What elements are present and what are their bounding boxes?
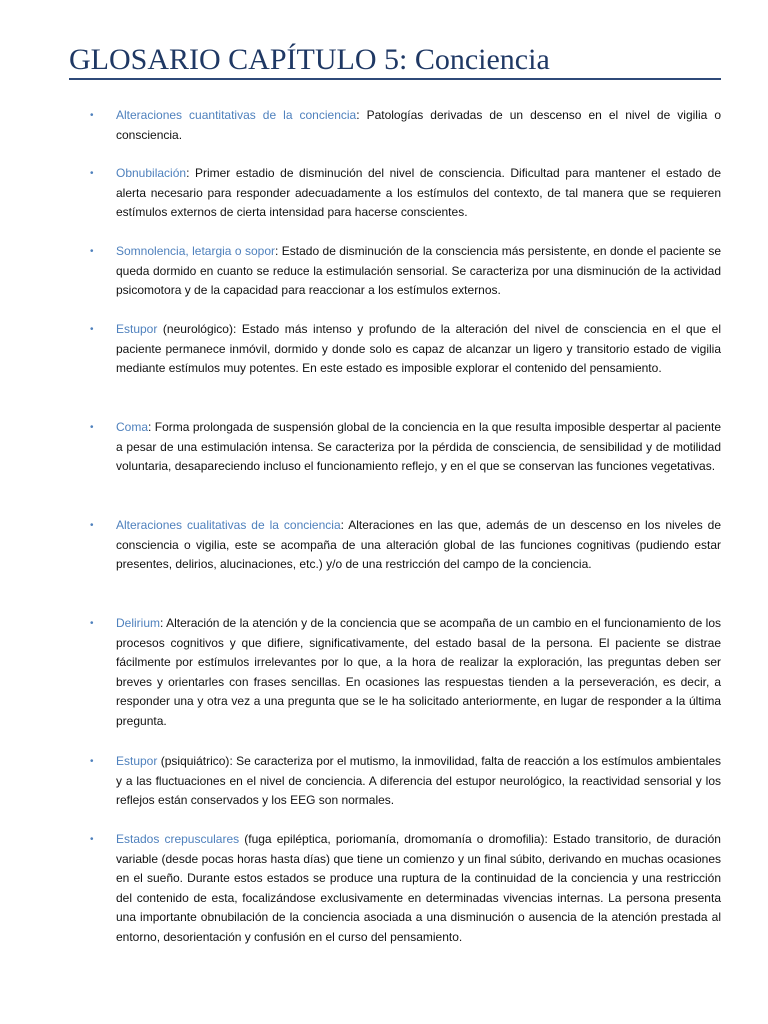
glossary-term: Alteraciones cualitativas de la conciencia [116, 518, 341, 532]
glossary-entry-estupor-psiquiatrico [90, 752, 721, 811]
glossary-entry-alteraciones-cuantitativas [90, 106, 721, 145]
glossary-entry-estupor-neurologico [90, 320, 721, 379]
page-title: GLOSARIO CAPÍTULO 5: Conciencia [69, 43, 550, 76]
glossary-term: Somnolencia, letargia o sopor [116, 244, 276, 258]
bullet-icon: • [90, 618, 94, 629]
glossary-term: Estupor [116, 754, 158, 768]
glossary-qualifier: (fuga epiléptica, poriomanía, dromomanía o dromofilia) [239, 832, 545, 846]
glossary-definition: : Primer estadio de disminución del nivel de consciencia. Dificultad para mantener el estado de alerta necesario para responder adecuadamente a los estímulos del contexto, de tal manera que se requieren estímulos externos de cierta intensidad para hacerse conscientes. [116, 166, 721, 219]
glossary-entry-obnubilacion [90, 164, 721, 223]
bullet-icon: • [90, 520, 94, 531]
glossary-entry-coma [90, 418, 721, 477]
glossary-term: Estados crepusculares [116, 832, 240, 846]
glossary-entry-delirium [90, 614, 721, 731]
bullet-icon: • [90, 324, 94, 335]
glossary-definition: : Estado de disminución de la consciencia más persistente, en donde el paciente se queda dormido en cuanto se reduce la estimulación sensorial. Se caracteriza por una disminución de la actividad psicomotora y de la capacidad para reaccionar a los estímulos externos. [116, 244, 722, 297]
glossary-definition: : Alteraciones en las que, además de un descenso en los niveles de consciencia o vigilia, este se acompaña de una alteración global de las funciones cognitivas (pudiendo estar presentes, delirios, alucinaciones, etc.) y/o de una restricción del campo de la conciencia. [116, 518, 722, 571]
glossary-definition: : Forma prolongada de suspensión global de la conciencia en la que resulta imposible despertar al paciente a pesar de una estimulación intensa. Se caracteriza por la pérdida de consciencia, de sensibilidad y de motilidad voluntaria, desapareciendo incluso el funcionamiento reflejo, y en el que se conservan las funciones vegetativas. [116, 420, 721, 473]
bullet-icon: • [90, 422, 94, 433]
glossary-entry-estados-crepusculares [90, 830, 721, 947]
glossary-definition: : Se caracteriza por el mutismo, la inmovilidad, falta de reacción a los estímulos ambientales y a las fluctuaciones en el nivel de conciencia. A diferencia del estupor neurológico, la reactividad sensorial y los reflejos están conservados y los EEG son normales. [116, 754, 721, 807]
bullet-icon: • [90, 246, 94, 257]
glossary-term: Alteraciones cuantitativas de la conciencia [116, 108, 357, 122]
glossary-qualifier: (neurológico) [157, 322, 233, 336]
bullet-icon: • [90, 834, 94, 845]
glossary-entry-somnolencia [90, 242, 722, 301]
bullet-icon: • [90, 168, 94, 179]
glossary-definition: : Estado más intenso y profundo de la alteración del nivel de consciencia en el que el paciente permanece inmóvil, dormido y donde solo es capaz de alcanzar un ligero y transitorio estado de vigilia mediante estímulos muy potentes. En este estado es imposible explorar el contenido del pensamiento. [116, 322, 721, 375]
glossary-term: Estupor [116, 322, 158, 336]
glossary-entry-alteraciones-cualitativas [90, 516, 722, 575]
title-underline [69, 78, 721, 80]
bullet-icon: • [90, 110, 94, 121]
glossary-definition: : Alteración de la atención y de la conciencia que se acompaña de un cambio en el funcionamiento de los procesos cognitivos y que difiere, significativamente, del estado basal de la persona. El paciente se distrae fácilmente por estímulos irrelevantes por lo que, a la hora de realizar la exploración, las preguntas deben ser breves y orientarles con frases sencillas. En ocasiones las respuestas tienden a la perseveración, es decir, a responder una y otra vez a una pregunta que se le ha solicitado anteriormente, en lugar de responder a la última pregunta. [116, 616, 721, 728]
bullet-icon: • [90, 756, 94, 767]
glossary-definition: : Estado transitorio, de duración variable (desde pocas horas hasta días) que tiene un comienzo y un final súbito, derivando en muchas ocasiones en el sueño. Durante estos estados se produce una ruptura de la continuidad de la conciencia y una restricción del contenido de esta, focalizándose exclusivamente en determinadas vivencias internas. La persona presenta una importante obnubilación de la conciencia asociada a una disminución o ausencia de la atención prestada al entorno, desorientación y confusión en el curso del pensamiento. [116, 832, 721, 944]
glossary-term: Obnubilación [116, 166, 187, 180]
glossary-term: Delirium [116, 616, 161, 630]
glossary-term: Coma [116, 420, 149, 434]
glossary-definition: : Patologías derivadas de un descenso en el nivel de vigilia o consciencia. [116, 108, 721, 142]
glossary-qualifier: (psiquiátrico) [157, 754, 230, 768]
